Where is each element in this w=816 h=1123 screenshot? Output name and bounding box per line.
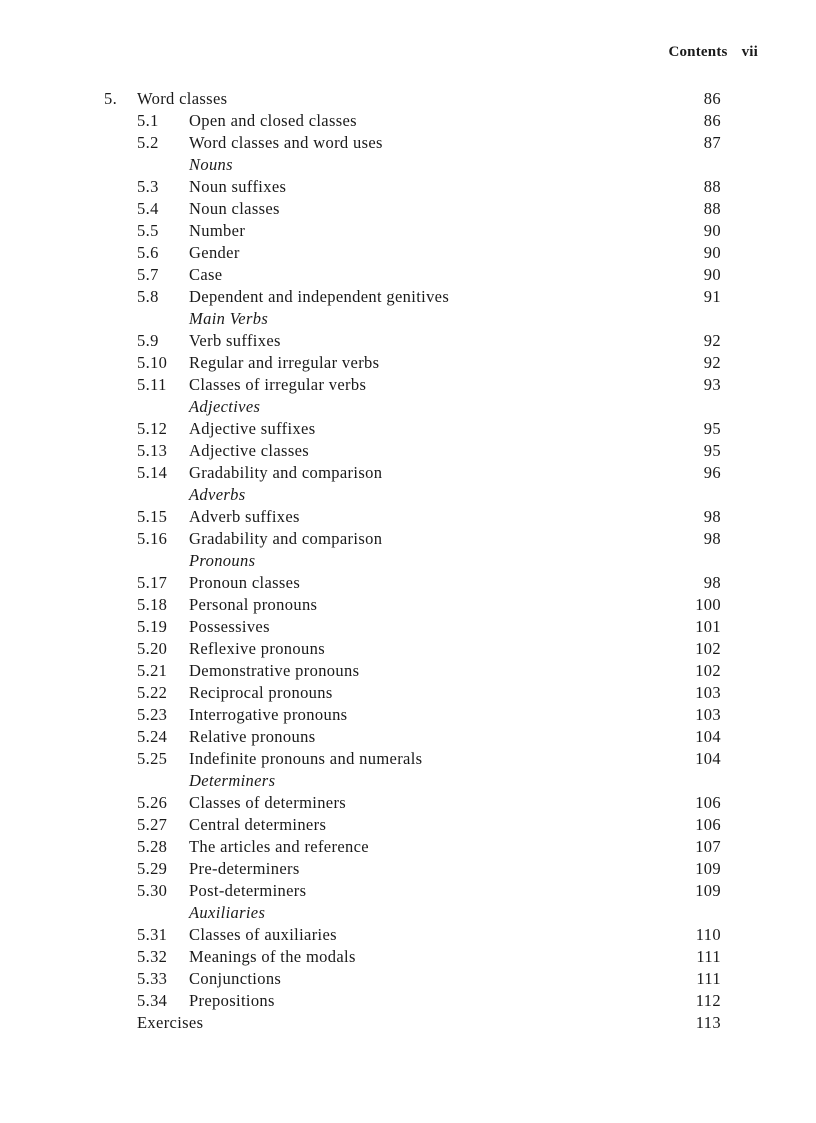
section-page: 90: [703, 265, 721, 284]
section-page: 93: [703, 375, 721, 394]
chapter-page: 86: [703, 89, 721, 108]
section-page: 86: [703, 111, 721, 130]
subheading-title: Nouns: [189, 155, 233, 174]
section-title: Possessives: [189, 617, 270, 636]
section-number: 5.11: [137, 375, 167, 394]
section-number: 5.18: [137, 595, 168, 614]
section-title: Adverb suffixes: [189, 507, 300, 526]
section-page: 103: [695, 683, 721, 702]
toc-section-entry[interactable]: [0, 836, 816, 858]
toc-section-entry[interactable]: [0, 682, 816, 704]
toc-section-entry[interactable]: [0, 220, 816, 242]
header-label: Contents: [668, 44, 728, 60]
section-number: 5.21: [137, 661, 168, 680]
section-page: 106: [695, 815, 721, 834]
section-page: 100: [695, 595, 721, 614]
section-number: 5.2: [137, 133, 159, 152]
section-title: Conjunctions: [189, 969, 282, 988]
section-page: 88: [703, 177, 721, 196]
toc-section-entry[interactable]: [0, 352, 816, 374]
subheading-title: Auxiliaries: [189, 903, 266, 922]
section-page: 106: [695, 793, 721, 812]
section-title: Regular and irregular verbs: [189, 353, 380, 372]
toc-section-entry[interactable]: [0, 462, 816, 484]
section-page: 102: [695, 639, 721, 658]
toc-section-entry[interactable]: [0, 176, 816, 198]
section-title: Exercises: [137, 1013, 204, 1032]
section-number: 5.5: [137, 221, 159, 240]
section-page: 111: [696, 947, 721, 966]
section-title: Pre-determiners: [189, 859, 300, 878]
section-number: 5.30: [137, 881, 168, 900]
toc-section-entry[interactable]: [0, 330, 816, 352]
section-number: 5.13: [137, 441, 168, 460]
table-of-contents: [0, 88, 816, 1034]
toc-section-entry[interactable]: [0, 616, 816, 638]
section-title: Dependent and independent genitives: [189, 287, 450, 306]
section-title: Meanings of the modals: [189, 947, 356, 966]
section-page: 98: [703, 573, 721, 592]
section-title: Pronoun classes: [189, 573, 301, 592]
section-title: Noun suffixes: [189, 177, 287, 196]
section-page: 88: [703, 199, 721, 218]
toc-subheading: [0, 550, 816, 572]
section-title: Indefinite pronouns and numerals: [189, 749, 423, 768]
section-number: 5.33: [137, 969, 168, 988]
toc-section-entry[interactable]: [0, 594, 816, 616]
section-page: 104: [695, 727, 721, 746]
section-number: 5.1: [137, 111, 159, 130]
toc-section-entry[interactable]: [0, 286, 816, 308]
toc-subheading: [0, 770, 816, 792]
section-number: 5.8: [137, 287, 159, 306]
section-page: 111: [696, 969, 721, 988]
toc-section-entry[interactable]: [0, 748, 816, 770]
section-number: 5.28: [137, 837, 168, 856]
section-number: 5.25: [137, 749, 168, 768]
section-page: 103: [695, 705, 721, 724]
section-number: 5.31: [137, 925, 168, 944]
section-title: Relative pronouns: [189, 727, 316, 746]
section-page: 92: [703, 331, 721, 350]
section-title: Demonstrative pronouns: [189, 661, 360, 680]
section-page: 112: [695, 991, 721, 1010]
toc-exercises-entry[interactable]: [0, 1012, 816, 1034]
subheading-title: Main Verbs: [189, 309, 269, 328]
toc-subheading: [0, 396, 816, 418]
header-page-number: vii: [741, 44, 758, 60]
section-title: Reciprocal pronouns: [189, 683, 333, 702]
section-title: Central determiners: [189, 815, 327, 834]
section-title: Word classes and word uses: [189, 133, 383, 152]
section-title: Adjective classes: [189, 441, 310, 460]
section-number: 5.7: [137, 265, 159, 284]
toc-section-entry[interactable]: [0, 506, 816, 528]
section-title: Classes of irregular verbs: [189, 375, 367, 394]
section-page: 90: [703, 243, 721, 262]
toc-section-entry[interactable]: [0, 440, 816, 462]
toc-section-entry[interactable]: [0, 528, 816, 550]
toc-section-entry[interactable]: [0, 726, 816, 748]
toc-section-entry[interactable]: [0, 638, 816, 660]
toc-subheading: [0, 308, 816, 330]
section-title: Classes of auxiliaries: [189, 925, 337, 944]
toc-section-entry[interactable]: [0, 704, 816, 726]
toc-section-entry[interactable]: [0, 792, 816, 814]
toc-section-entry[interactable]: [0, 990, 816, 1012]
toc-section-entry[interactable]: [0, 814, 816, 836]
section-page: 96: [703, 463, 721, 482]
section-number: 5.29: [137, 859, 168, 878]
section-page: 92: [703, 353, 721, 372]
chapter-number: 5.: [104, 89, 118, 108]
section-title: Prepositions: [189, 991, 275, 1010]
section-title: Number: [189, 221, 246, 240]
section-title: Gradability and comparison: [189, 529, 383, 548]
section-number: 5.22: [137, 683, 168, 702]
section-page: 107: [695, 837, 721, 856]
section-number: 5.19: [137, 617, 168, 636]
section-title: Reflexive pronouns: [189, 639, 325, 658]
section-title: Personal pronouns: [189, 595, 318, 614]
section-number: 5.20: [137, 639, 168, 658]
toc-subheading: [0, 484, 816, 506]
section-number: 5.6: [137, 243, 159, 262]
section-title: Gradability and comparison: [189, 463, 383, 482]
section-number: 5.3: [137, 177, 159, 196]
section-title: Adjective suffixes: [189, 419, 316, 438]
chapter-title: Word classes: [137, 89, 228, 108]
section-number: 5.24: [137, 727, 168, 746]
section-number: 5.27: [137, 815, 168, 834]
toc-section-entry[interactable]: [0, 858, 816, 880]
section-page: 101: [695, 617, 721, 636]
section-number: 5.32: [137, 947, 168, 966]
section-title: Noun classes: [189, 199, 280, 218]
toc-section-entry[interactable]: [0, 572, 816, 594]
section-page: 98: [703, 529, 721, 548]
section-number: 5.34: [137, 991, 168, 1010]
toc-subheading: [0, 902, 816, 924]
section-page: 87: [703, 133, 721, 152]
toc-section-entry[interactable]: [0, 374, 816, 396]
section-page: 109: [695, 881, 721, 900]
section-page: 113: [695, 1013, 721, 1032]
running-header: [668, 44, 758, 61]
section-number: 5.26: [137, 793, 168, 812]
section-title: Open and closed classes: [189, 111, 357, 130]
toc-subheading: [0, 154, 816, 176]
toc-section-entry[interactable]: [0, 132, 816, 154]
section-number: 5.4: [137, 199, 159, 218]
section-number: 5.16: [137, 529, 168, 548]
section-title: Case: [189, 265, 223, 284]
section-number: 5.9: [137, 331, 159, 350]
toc-section-entry[interactable]: [0, 968, 816, 990]
section-number: 5.10: [137, 353, 168, 372]
section-title: Classes of determiners: [189, 793, 347, 812]
section-number: 5.23: [137, 705, 168, 724]
toc-section-entry[interactable]: [0, 110, 816, 132]
section-page: 109: [695, 859, 721, 878]
toc-section-entry[interactable]: [0, 264, 816, 286]
section-page: 104: [695, 749, 721, 768]
section-number: 5.14: [137, 463, 168, 482]
toc-section-entry[interactable]: [0, 418, 816, 440]
section-title: Interrogative pronouns: [189, 705, 348, 724]
chapter-entry[interactable]: [0, 88, 816, 110]
section-page: 102: [695, 661, 721, 680]
section-title: Post-determiners: [189, 881, 307, 900]
section-page: 98: [703, 507, 721, 526]
section-page: 95: [703, 419, 721, 438]
toc-section-entry[interactable]: [0, 924, 816, 946]
section-title: Verb suffixes: [189, 331, 281, 350]
section-page: 90: [703, 221, 721, 240]
toc-section-entry[interactable]: [0, 242, 816, 264]
section-number: 5.17: [137, 573, 168, 592]
toc-section-entry[interactable]: [0, 660, 816, 682]
section-title: The articles and reference: [189, 837, 369, 856]
section-title: Gender: [189, 243, 240, 262]
section-page: 91: [703, 287, 721, 306]
subheading-title: Adverbs: [189, 485, 246, 504]
subheading-title: Adjectives: [189, 397, 261, 416]
section-page: 110: [695, 925, 721, 944]
section-number: 5.12: [137, 419, 168, 438]
subheading-title: Determiners: [189, 771, 276, 790]
toc-section-entry[interactable]: [0, 880, 816, 902]
section-number: 5.15: [137, 507, 168, 526]
toc-section-entry[interactable]: [0, 946, 816, 968]
section-page: 95: [703, 441, 721, 460]
subheading-title: Pronouns: [189, 551, 256, 570]
toc-section-entry[interactable]: [0, 198, 816, 220]
